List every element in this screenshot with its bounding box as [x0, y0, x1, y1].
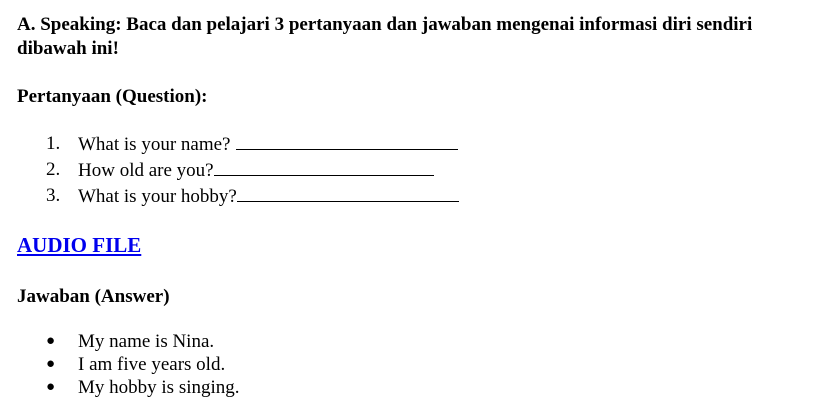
question-number: 3.: [46, 185, 61, 206]
bullet-icon: ●: [46, 379, 56, 395]
question-number: 1.: [46, 133, 61, 154]
section-heading: A. Speaking: Baca dan pelajari 3 pertanyaan dan jawaban mengenai informasi diri sendiri dibawah ini!: [17, 14, 753, 59]
answers-title: Jawaban (Answer): [17, 286, 170, 307]
answer-text: My hobby is singing.: [78, 377, 240, 398]
question-text-row: [78, 183, 459, 210]
question-text-row: [78, 157, 434, 184]
questions-title: Pertanyaan (Question):: [17, 86, 208, 107]
question-text: What is your name?: [78, 134, 231, 155]
question-text: How old are you?: [78, 160, 214, 181]
answer-text: My name is Nina.: [78, 331, 215, 352]
bullet-icon: ●: [46, 333, 56, 349]
question-text: What is your hobby?: [78, 186, 237, 207]
answer-blank-line: [214, 157, 434, 176]
answer-blank-line: [237, 183, 459, 202]
question-number: 2.: [46, 159, 61, 180]
question-text-row: [78, 131, 458, 158]
bullet-icon: ●: [46, 356, 56, 372]
audio-file-link[interactable]: AUDIO FILE: [17, 233, 142, 257]
answer-blank-line: [236, 131, 458, 150]
answer-text: I am five years old.: [78, 354, 226, 375]
